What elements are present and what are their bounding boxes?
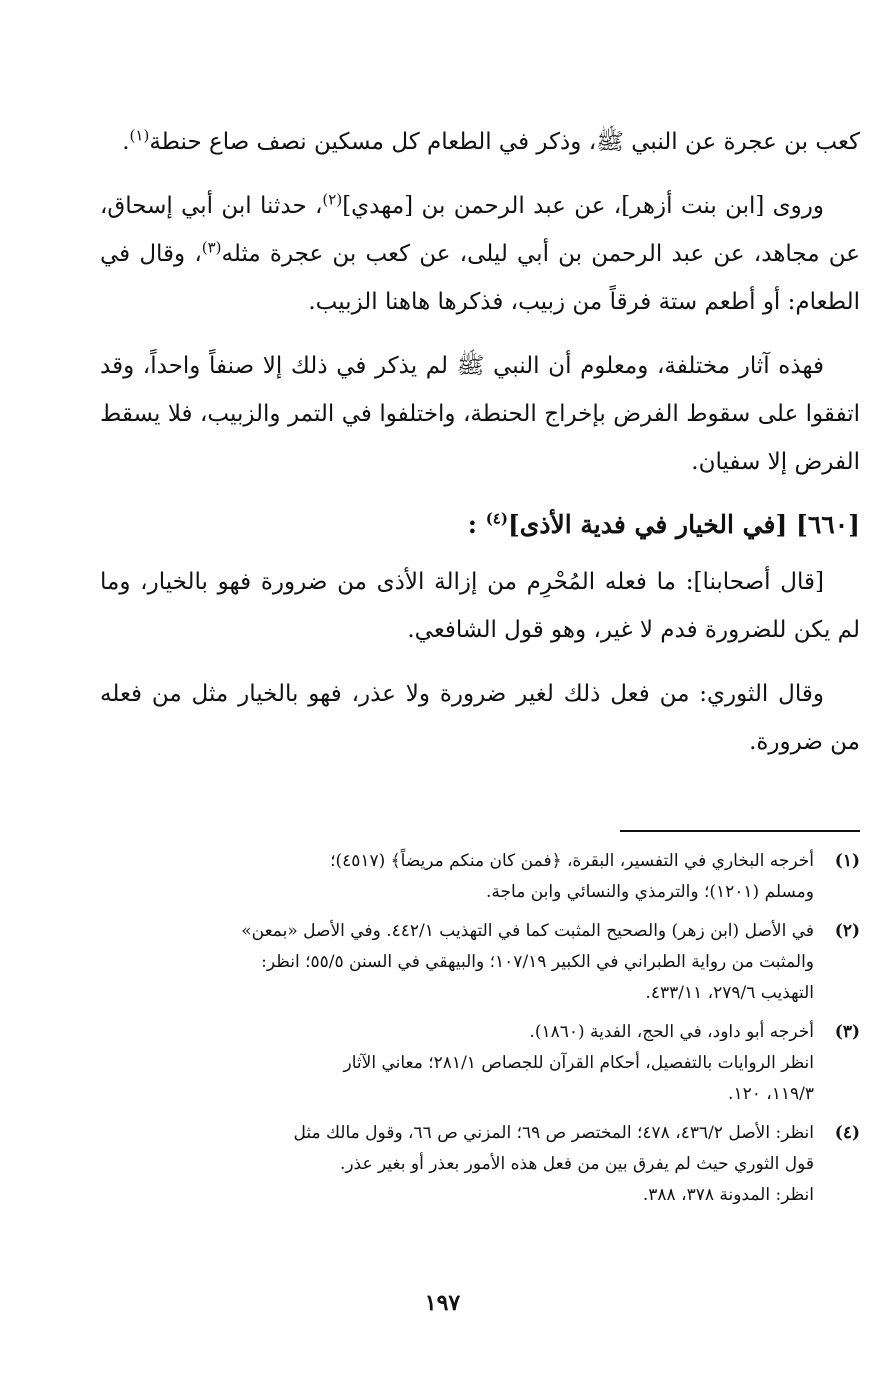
footnote-line: انظر: الأصل ٤٣٦/٢، ٤٧٨؛ المختصر ص ٦٩؛ المزني ص ٦٦، وقول مالك مثل — [293, 1123, 814, 1143]
paragraph-2-text-a: وروى [ابن بنت أزهر]، عن عبد الرحمن بن [مهدي] — [342, 193, 824, 219]
footnote-line: قول الثوري حيث لم يفرق بين من فعل هذه الأمور بعذر أو بغير عذر. — [339, 1154, 814, 1174]
section-title: [في الخيار في فدية الأذى] — [507, 510, 788, 539]
footnote-line: أخرجه أبو داود، في الحج، الفدية (١٨٦٠). — [529, 1022, 814, 1042]
section-number: [٦٦٠] — [796, 510, 860, 539]
footnote-ref-4: (٤) — [485, 509, 508, 528]
footnote-divider — [620, 830, 860, 832]
footnote-number: (٣) — [834, 1022, 860, 1042]
footnote-line: أخرجه البخاري في التفسير، البقرة، ﴿فمن كان منكم مريضاً﴾ (٤٥١٧)؛ — [330, 851, 814, 871]
section-heading-tail: : — [467, 510, 477, 539]
footnote-line: ومسلم (١٢٠١)؛ والترمذي والنسائي وابن ماجة. — [485, 882, 814, 902]
paragraph-3 — [100, 342, 860, 486]
footnote-number: (١) — [834, 851, 860, 871]
page-number: ١٩٧ — [424, 1290, 461, 1316]
footnote-number: (٢) — [834, 921, 860, 941]
footnote-2 — [100, 916, 860, 1009]
main-text — [100, 118, 860, 782]
footnote-line: والمثبت من رواية الطبراني في الكبير ١٠٧/١٩؛ والبيهقي في السنن ٥٥/٥؛ انظر: — [261, 952, 814, 972]
footnote-4 — [100, 1118, 860, 1211]
paragraph-2-text-b: ، حدثنا ابن أبي إسحاق، عن مجاهد، عن عبد الرحمن بن أبي ليلى، عن كعب بن عجرة مثله — [100, 193, 860, 267]
footnote-body — [100, 1118, 814, 1211]
footnote-number: (٤) — [834, 1123, 860, 1143]
footnote-line: انظر: المدونة ٣٧٨، ٣٨٨. — [642, 1185, 814, 1205]
footnote-ref-2: (٢) — [322, 190, 343, 209]
paragraph-1 — [100, 118, 860, 166]
footnote-line: في الأصل (ابن زهر) والصحيح المثبت كما في التهذيب ٤٤٢/١. وفي الأصل «بمعن» — [241, 921, 814, 941]
paragraph-2 — [100, 182, 860, 326]
paragraph-5-text: وقال الثوري: من فعل ذلك لغير ضرورة ولا عذر، فهو بالخيار مثل من فعله من ضرورة. — [100, 681, 860, 755]
footnote-body — [100, 1017, 814, 1110]
paragraph-1-tail: . — [122, 129, 130, 155]
section-heading — [100, 502, 860, 548]
footnote-line: ١١٩/٣، ١٢٠. — [728, 1084, 814, 1104]
footnote-ref-3: (٣) — [201, 238, 222, 257]
footnote-body — [100, 846, 814, 908]
footnote-body — [100, 916, 814, 1009]
paragraph-3-text: فهذه آثار مختلفة، ومعلوم أن النبي ﷺ لم يذكر في ذلك إلا صنفاً واحداً، وقد اتفقوا على سقوط الفرض بإخراج الحنطة، واختلفوا في التمر والزبيب، فلا يسقط الفرض إلا سفيان. — [100, 353, 860, 475]
footnote-line: انظر الروايات بالتفصيل، أحكام القرآن للجصاص ٢٨١/١؛ معاني الآثار — [343, 1053, 814, 1073]
paragraph-5 — [100, 670, 860, 766]
footnotes — [100, 846, 860, 1219]
paragraph-4-text: [قال أصحابنا]: ما فعله المُحْرِم من إزالة الأذى من ضرورة فهو بالخيار، وما لم يكن للضرورة فدم لا غير، وهو قول الشافعي. — [100, 569, 860, 643]
paragraph-4 — [100, 558, 860, 654]
paragraph-1-text: كعب بن عجرة عن النبي ﷺ، وذكر في الطعام كل مسكين نصف صاع حنطة — [149, 129, 860, 155]
footnote-ref-1: (١) — [129, 126, 150, 145]
footnote-line: التهذيب ٢٧٩/٦، ٤٣٣/١١. — [645, 983, 814, 1003]
footnote-3 — [100, 1017, 860, 1110]
footnote-1 — [100, 846, 860, 908]
paragraph-2-text-c: ، وقال في الطعام: أو أطعم ستة فرقاً من زبيب، فذكرها هاهنا الزبيب. — [100, 241, 860, 315]
